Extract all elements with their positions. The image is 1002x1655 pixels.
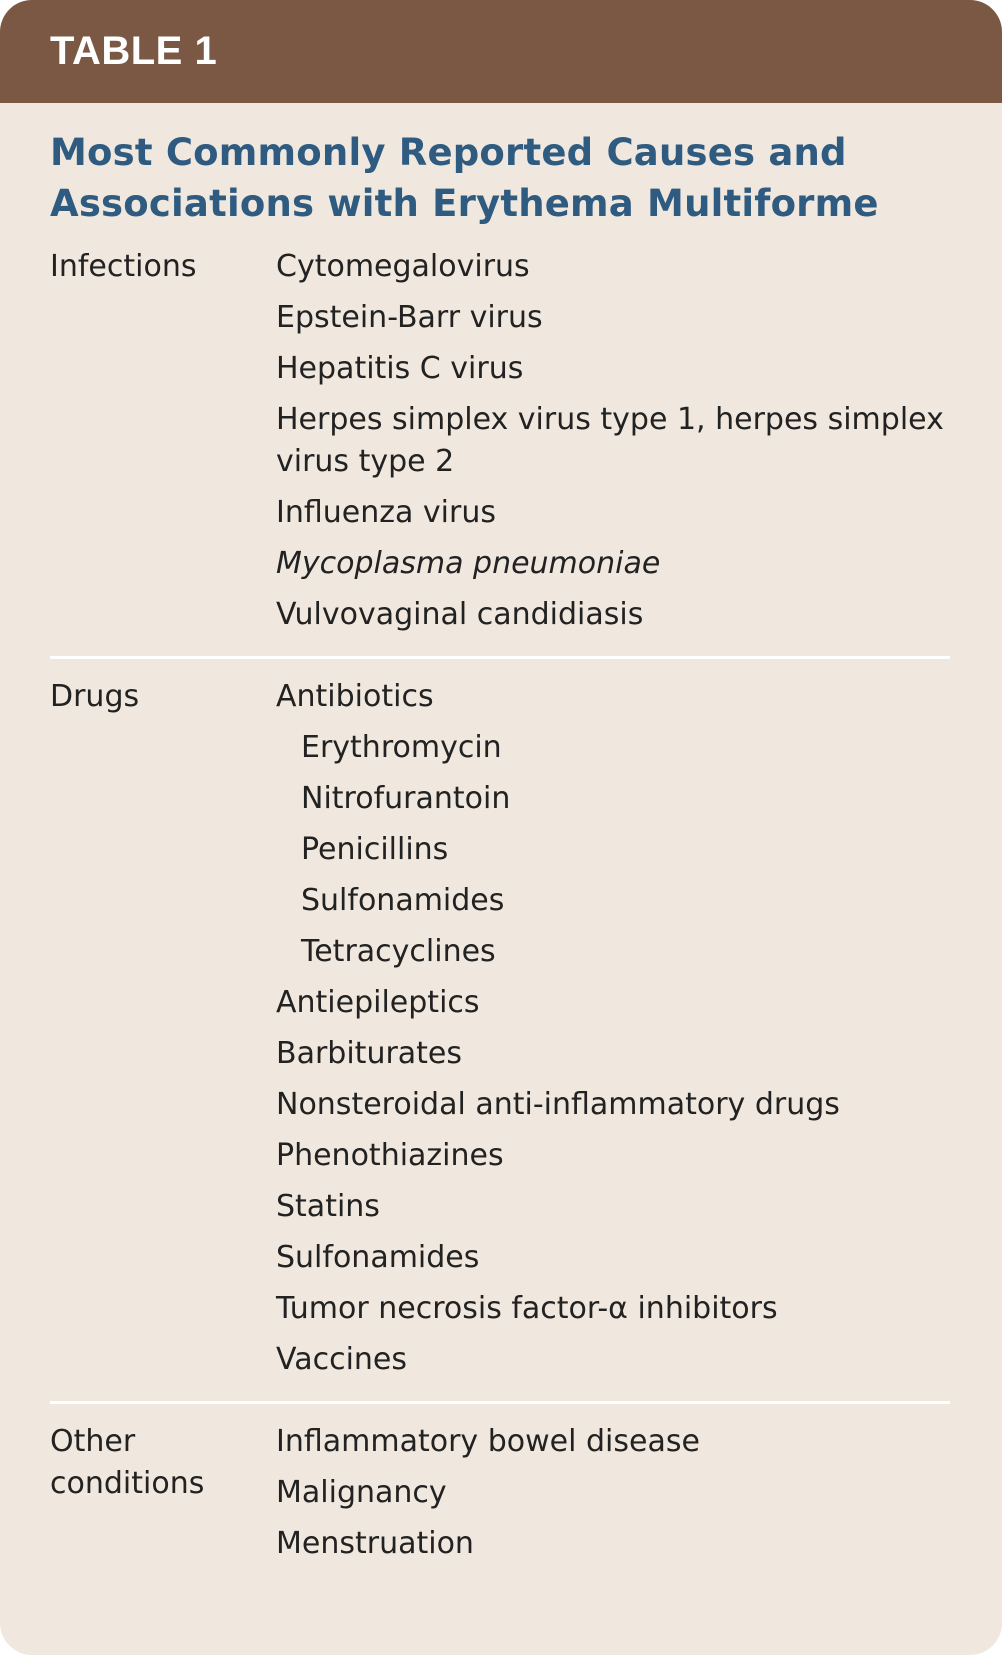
list-item: Inflammatory bowel disease [276, 1424, 700, 1459]
list-item: Malignancy [276, 1475, 447, 1510]
list-item: Antiepileptics [276, 985, 480, 1020]
table-title: Most Commonly Reported Causes and Associations with Erythema Multiforme [50, 131, 879, 225]
table-header-bar [0, 0, 1002, 103]
list-item: Mycoplasma pneumoniae [276, 546, 661, 581]
sub-list-item: Penicillins [301, 832, 449, 867]
table-label: TABLE 1 [50, 29, 218, 73]
table-section [50, 1401, 950, 1571]
list-item: Cytomegalovirus [276, 249, 530, 284]
category-label: Infections [50, 249, 197, 284]
list-item: Tumor necrosis factor-α inhibitors [276, 1291, 778, 1326]
list-item: Barbiturates [276, 1036, 463, 1071]
list-item: Menstruation [276, 1526, 474, 1561]
sub-list-item: Nitrofurantoin [301, 781, 511, 816]
sub-list-item: Tetracyclines [301, 934, 496, 969]
list-item: Antibiotics [276, 679, 434, 714]
item-list [276, 673, 950, 1387]
table-body [0, 243, 1002, 1571]
list-item: Vulvovaginal candidiasis [276, 597, 644, 632]
list-item: Influenza virus [276, 495, 496, 530]
list-item: Nonsteroidal anti-inflammatory drugs [276, 1087, 840, 1122]
table-section [50, 656, 950, 1401]
list-item: Phenothiazines [276, 1138, 504, 1173]
list-item: Vaccines [276, 1342, 408, 1377]
list-item: Hepatitis C virus [276, 351, 524, 386]
table-section [50, 243, 950, 656]
list-item: Herpes simplex virus type 1, herpes simplex virus type 2 [276, 402, 944, 479]
item-list [276, 1418, 950, 1571]
category-label: Drugs [50, 679, 140, 714]
sub-list-item: Sulfonamides [301, 883, 505, 918]
list-item: Sulfonamides [276, 1240, 480, 1275]
sub-list-item: Erythromycin [301, 730, 502, 765]
item-list [276, 243, 950, 642]
list-item: Statins [276, 1189, 380, 1224]
category-label: Other conditions [50, 1424, 205, 1501]
list-item: Epstein-Barr virus [276, 300, 543, 335]
